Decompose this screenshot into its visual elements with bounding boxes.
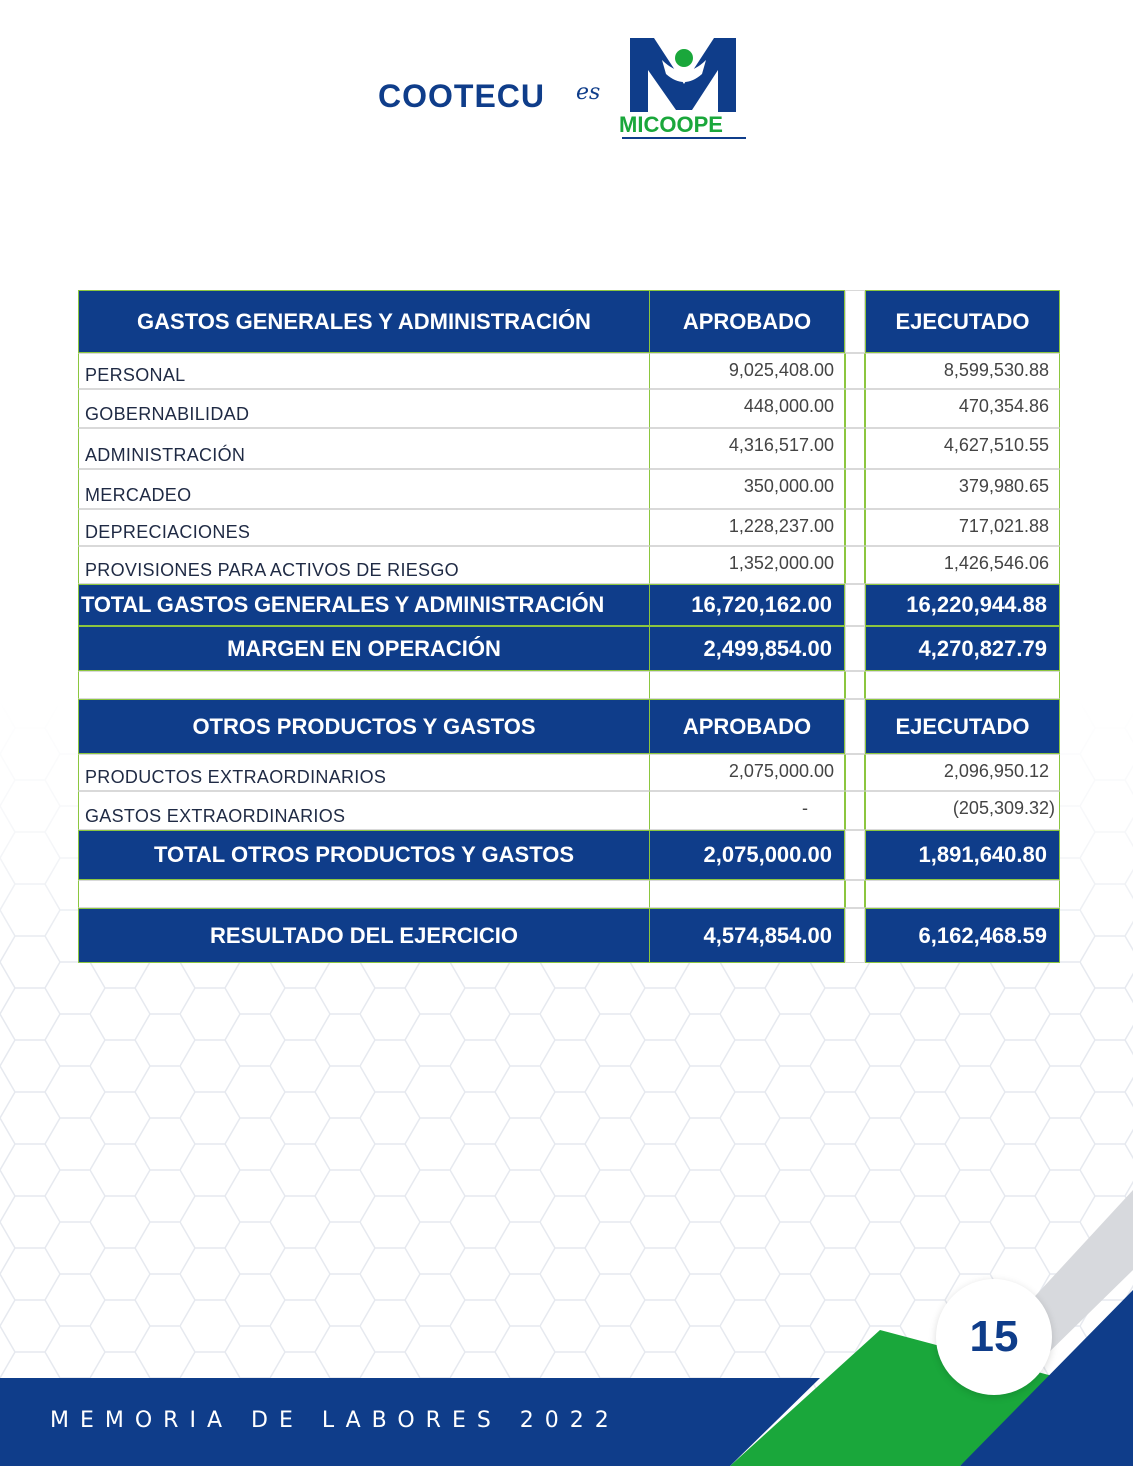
margin-approved: 2,499,854.00 (649, 626, 845, 671)
header-title: OTROS PRODUCTOS Y GASTOS (78, 699, 650, 754)
total-label: TOTAL OTROS PRODUCTOS Y GASTOS (78, 830, 650, 880)
column-gap (845, 791, 865, 830)
spacer-cell (649, 880, 845, 908)
header-executed: EJECUTADO (865, 699, 1060, 754)
column-gap (845, 469, 865, 509)
total-executed: 16,220,944.88 (865, 584, 1060, 626)
row-executed: 4,627,510.55 (865, 428, 1060, 469)
column-gap (845, 699, 865, 754)
row-executed: 2,096,950.12 (865, 754, 1060, 791)
micoope-wordmark (619, 112, 723, 138)
column-gap (845, 908, 865, 963)
header-approved: APROBADO (649, 699, 845, 754)
column-gap (845, 509, 865, 546)
logo-underline (622, 137, 746, 139)
margin-row (78, 626, 1060, 671)
table-row (78, 754, 1060, 791)
row-executed: 470,354.86 (865, 389, 1060, 428)
spacer-cell (865, 880, 1060, 908)
header-title: GASTOS GENERALES Y ADMINISTRACIÓN (78, 290, 650, 353)
column-gap (845, 290, 865, 353)
row-approved: 350,000.00 (649, 469, 845, 509)
row-approved: 1,228,237.00 (649, 509, 845, 546)
spacer-cell (78, 671, 650, 699)
total-label: TOTAL GASTOS GENERALES Y ADMINISTRACIÓN (78, 584, 650, 626)
row-label: PRODUCTOS EXTRAORDINARIOS (78, 754, 650, 791)
row-approved: 4,316,517.00 (649, 428, 845, 469)
footer-title: MEMORIA DE LABORES 2022 (50, 1408, 620, 1433)
table-row (78, 546, 1060, 584)
row-label: GOBERNABILIDAD (78, 389, 650, 428)
column-gap (845, 353, 865, 389)
row-executed: 8,599,530.88 (865, 353, 1060, 389)
wordmark-mi: MI (619, 112, 644, 137)
table-header-2 (78, 699, 1060, 754)
table-row (78, 353, 1060, 389)
column-gap (845, 546, 865, 584)
table-header-1 (78, 290, 1060, 353)
result-executed: 6,162,468.59 (865, 908, 1060, 963)
spacer-cell (78, 880, 650, 908)
row-label: ADMINISTRACIÓN (78, 428, 650, 469)
column-gap (845, 880, 865, 908)
spacer-row (78, 880, 1060, 908)
header-executed: EJECUTADO (865, 290, 1060, 353)
total-row (78, 584, 1060, 626)
total-executed: 1,891,640.80 (865, 830, 1060, 880)
column-gap (845, 754, 865, 791)
column-gap (845, 830, 865, 880)
row-approved: 2,075,000.00 (649, 754, 845, 791)
page-number: 15 (936, 1279, 1052, 1395)
wordmark-coope: COOPE (643, 112, 723, 137)
result-label: RESULTADO DEL EJERCICIO (78, 908, 650, 963)
total-approved: 2,075,000.00 (649, 830, 845, 880)
row-executed: (205,309.32) (865, 791, 1060, 830)
table-row (78, 509, 1060, 546)
row-executed: 717,021.88 (865, 509, 1060, 546)
row-label: PROVISIONES PARA ACTIVOS DE RIESGO (78, 546, 650, 584)
row-approved: - (649, 791, 845, 830)
column-gap (845, 584, 865, 626)
total-approved: 16,720,162.00 (649, 584, 845, 626)
row-executed: 379,980.65 (865, 469, 1060, 509)
row-approved: 448,000.00 (649, 389, 845, 428)
margin-label: MARGEN EN OPERACIÓN (78, 626, 650, 671)
table-row (78, 428, 1060, 469)
table-row (78, 791, 1060, 830)
column-gap (845, 626, 865, 671)
spacer-cell (865, 671, 1060, 699)
column-gap (845, 428, 865, 469)
spacer-row (78, 671, 1060, 699)
row-label: GASTOS EXTRAORDINARIOS (78, 791, 650, 830)
margin-executed: 4,270,827.79 (865, 626, 1060, 671)
brand-connector: es (576, 80, 601, 105)
row-approved: 9,025,408.00 (649, 353, 845, 389)
row-label: MERCADEO (78, 469, 650, 509)
result-approved: 4,574,854.00 (649, 908, 845, 963)
row-executed: 1,426,546.06 (865, 546, 1060, 584)
result-row (78, 908, 1060, 963)
brand-name: COOTECU (378, 78, 545, 114)
total-row (78, 830, 1060, 880)
table-row (78, 389, 1060, 428)
spacer-cell (649, 671, 845, 699)
header-approved: APROBADO (649, 290, 845, 353)
column-gap (845, 389, 865, 428)
row-label: DEPRECIACIONES (78, 509, 650, 546)
row-label: PERSONAL (78, 353, 650, 389)
column-gap (845, 671, 865, 699)
row-approved: 1,352,000.00 (649, 546, 845, 584)
table-row (78, 469, 1060, 509)
